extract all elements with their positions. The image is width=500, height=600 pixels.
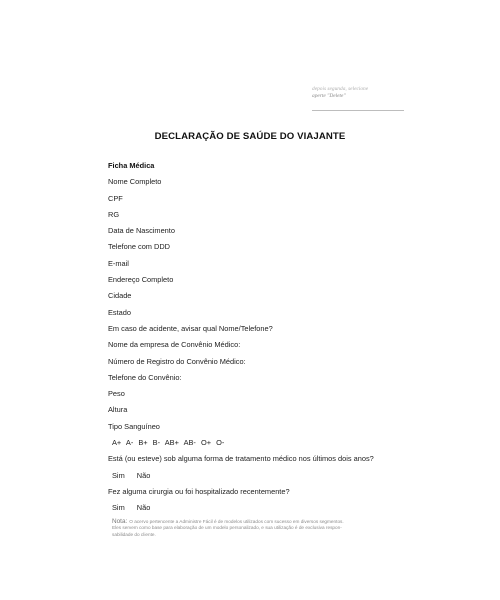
- footer-note-line-2: Eles servem como base para elaboração de um modelo personalizado, e sua utilização é de exclusiva respon-: [112, 525, 342, 531]
- header-note-line-2: aperte "Delete": [312, 93, 346, 100]
- answer-yes: Sim: [112, 470, 125, 480]
- field-cpf: CPF: [108, 193, 123, 203]
- field-blood-type: Tipo Sanguíneo: [108, 421, 160, 431]
- blood-type-option: B+: [138, 438, 148, 448]
- blood-type-option: O+: [200, 438, 212, 448]
- field-insurer-registration: Número de Registro do Convênio Médico:: [108, 356, 246, 366]
- answer-no: Não: [136, 470, 151, 480]
- blood-type-option: A-: [125, 438, 134, 448]
- field-birth-date: Data de Nascimento: [108, 226, 175, 236]
- question-treatment: Está (ou esteve) sob alguma forma de tratamento médico nos últimos dois anos?: [108, 454, 374, 464]
- field-full-name: Nome Completo: [108, 177, 162, 187]
- answer-no: Não: [136, 503, 151, 513]
- field-insurer-phone: Telefone do Convênio:: [108, 372, 182, 382]
- field-emergency-contact: Em caso de acidente, avisar qual Nome/Telefone?: [108, 323, 273, 333]
- medical-form: [108, 158, 418, 517]
- answer-yes: Sim: [112, 503, 125, 513]
- blood-type-option: O-: [216, 438, 225, 448]
- field-city: Cidade: [108, 291, 132, 301]
- header-note: [312, 86, 404, 111]
- footer-note-label: Nota:: [112, 518, 128, 525]
- blood-type-options: [108, 435, 418, 451]
- answer-options-surgery: [108, 500, 418, 516]
- blood-type-option: AB-: [183, 438, 196, 448]
- header-note-line-1: depois segunda, selecione: [312, 86, 369, 92]
- footer-note-line-3: sabilidade do cliente.: [112, 531, 156, 537]
- field-state: Estado: [108, 307, 132, 317]
- blood-type-option: A+: [112, 438, 122, 448]
- footer-note: [112, 519, 402, 538]
- field-height: Altura: [108, 405, 128, 415]
- section-heading: Ficha Médica: [108, 161, 155, 170]
- field-weight: Peso: [108, 389, 125, 399]
- question-surgery: Fez alguma cirurgia ou foi hospitalizado recentemente?: [108, 486, 290, 496]
- document-title: DECLARAÇÃO DE SAÚDE DO VIAJANTE: [154, 131, 346, 142]
- blood-type-option: B-: [152, 438, 161, 448]
- field-phone: Telefone com DDD: [108, 242, 171, 252]
- answer-options-treatment: [108, 468, 418, 484]
- footer-note-text-1: O acervo pertencente a Administre Fácil é de modelos utilizados com sucesso em diversos segmentos.: [129, 519, 344, 524]
- field-rg: RG: [108, 209, 120, 219]
- field-insurer-name: Nome da empresa de Convênio Médico:: [108, 340, 241, 350]
- field-email: E-mail: [108, 258, 129, 268]
- blood-type-option: AB+: [164, 438, 179, 448]
- field-address: Endereço Completo: [108, 275, 174, 285]
